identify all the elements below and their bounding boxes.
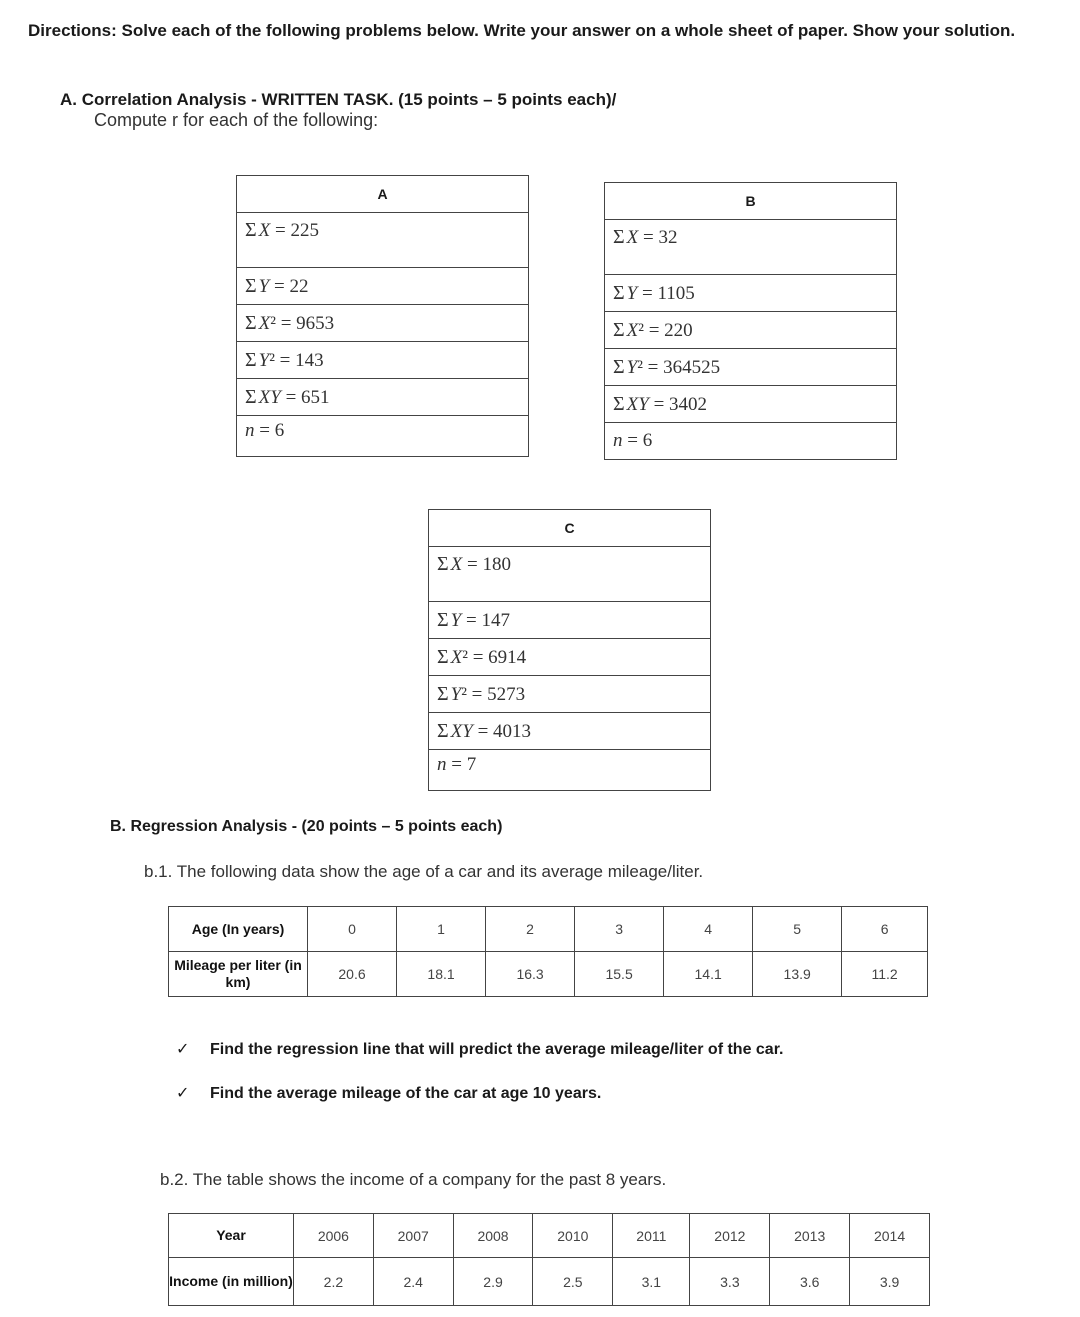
sum-y2-cell: Σ Y² = 5273 [429,676,711,713]
age-cell: 1 [397,907,486,952]
year-cell: 2007 [373,1214,453,1258]
sum-y2-value: 143 [295,349,324,371]
income-cell: 2.4 [373,1258,453,1306]
task-item [176,1083,601,1103]
car-mileage-table [168,906,928,997]
summary-table-a [236,175,529,457]
sum-x-cell: Σ X = 180 [429,547,711,602]
table-label: B [605,183,897,220]
mileage-cell: 18.1 [397,952,486,997]
sum-x-value: 225 [290,220,319,241]
company-income-table [168,1213,930,1306]
age-cell: 6 [842,907,928,952]
n-cell: n = 6 [237,416,529,457]
sum-x-cell: Σ X = 32 [605,220,897,275]
sum-x2-value: 220 [664,319,693,341]
year-cell: 2008 [453,1214,533,1258]
age-cell: 2 [486,907,575,952]
row-header-year: Year [169,1214,294,1258]
sum-y-cell: Σ Y = 1105 [605,275,897,312]
age-cell: 4 [664,907,753,952]
sum-y2-value: 364525 [663,356,721,378]
sum-x-value: 180 [482,554,511,575]
summary-table-b [604,182,897,460]
sum-y-value: 147 [481,609,510,631]
task-item [176,1039,784,1059]
sum-xy-value: 651 [301,386,330,408]
sum-xy-cell: Σ XY = 4013 [429,713,711,750]
b2-intro: b.2. The table shows the income of a company for the past 8 years. [160,1170,667,1189]
mileage-cell: 15.5 [575,952,664,997]
mileage-cell: 16.3 [486,952,575,997]
b1-intro: b.1. The following data show the age of a car and its average mileage/liter. [144,862,704,881]
sum-x-cell: Σ X = 225 [237,213,529,268]
directions-text: Directions: Solve each of the following problems below. Write your answer on a whole sheet of paper. Show your solution. [28,21,1016,40]
sum-x2-cell: Σ X² = 9653 [237,305,529,342]
year-cell: 2006 [294,1214,374,1258]
n-value: 7 [466,754,477,775]
section-a-subtitle: Compute r for each of the following: [94,110,379,130]
table-label: C [429,510,711,547]
mileage-cell: 14.1 [664,952,753,997]
mileage-cell: 13.9 [753,952,842,997]
income-cell: 2.2 [294,1258,374,1306]
sum-y-value: 1105 [657,282,695,304]
mileage-cell: 20.6 [308,952,397,997]
age-cell: 5 [753,907,842,952]
sum-x2-cell: Σ X² = 6914 [429,639,711,676]
income-cell: 2.9 [453,1258,533,1306]
n-cell: n = 6 [605,423,897,460]
year-cell: 2013 [770,1214,850,1258]
income-cell: 3.3 [690,1258,770,1306]
sum-x2-value: 6914 [488,646,527,668]
income-cell: 3.9 [850,1258,930,1306]
sum-xy-value: 4013 [493,720,532,742]
sum-y-value: 22 [289,275,309,297]
n-value: 6 [642,430,653,451]
sum-xy-cell: Σ XY = 651 [237,379,529,416]
sum-y-cell: Σ Y = 22 [237,268,529,305]
sum-y2-cell: Σ Y² = 364525 [605,349,897,386]
sum-x2-cell: Σ X² = 220 [605,312,897,349]
task-text: Find the regression line that will predict the average mileage/liter of the car. [210,1041,784,1058]
income-cell: 3.1 [613,1258,690,1306]
year-cell: 2012 [690,1214,770,1258]
sum-y2-value: 5273 [487,683,526,705]
row-header-income: Income (in million) [169,1258,294,1306]
row-header-mileage: Mileage per liter (in km) [169,952,308,997]
row-header-age: Age (In years) [169,907,308,952]
income-cell: 2.5 [533,1258,613,1306]
sum-x-value: 32 [658,227,678,248]
year-cell: 2011 [613,1214,690,1258]
year-cell: 2010 [533,1214,613,1258]
sum-y2-cell: Σ Y² = 143 [237,342,529,379]
checkmark-icon: ✓ [176,1085,190,1102]
year-cell: 2014 [850,1214,930,1258]
mileage-cell: 11.2 [842,952,928,997]
age-cell: 3 [575,907,664,952]
table-label: A [237,176,529,213]
sum-x2-value: 9653 [296,312,335,334]
sum-xy-value: 3402 [669,393,708,415]
task-text: Find the average mileage of the car at age 10 years. [210,1085,602,1102]
n-cell: n = 7 [429,750,711,791]
section-b-title: B. Regression Analysis - (20 points – 5 points each) [110,818,503,835]
income-cell: 3.6 [770,1258,850,1306]
sum-y-cell: Σ Y = 147 [429,602,711,639]
n-value: 6 [274,420,285,441]
section-a-title: A. Correlation Analysis - WRITTEN TASK. (15 points – 5 points each)/ [60,90,617,109]
age-cell: 0 [308,907,397,952]
summary-table-c [428,509,711,791]
checkmark-icon: ✓ [176,1041,190,1058]
sum-xy-cell: Σ XY = 3402 [605,386,897,423]
